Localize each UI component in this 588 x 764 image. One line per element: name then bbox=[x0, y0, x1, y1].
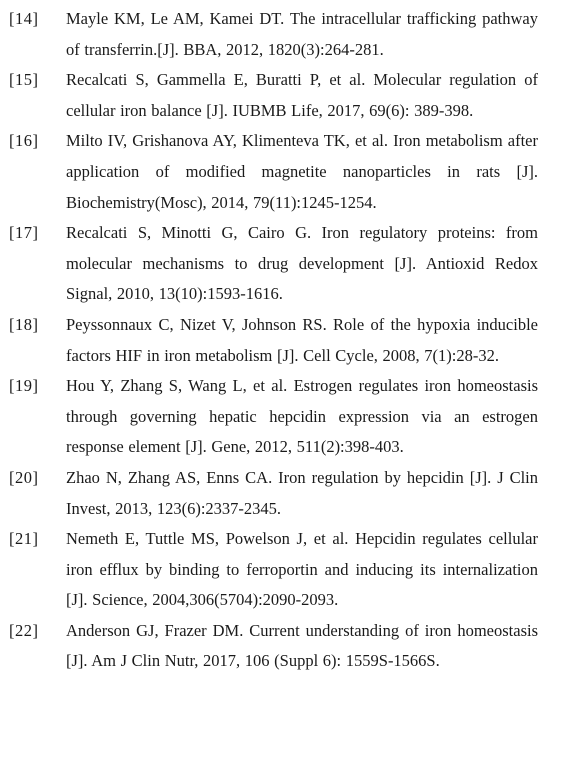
reference-number: [15] bbox=[9, 70, 39, 90]
reference-text: Peyssonnaux C, Nizet V, Johnson RS. Role of the hypoxia inducible factors HIF in iron metabolism [J]. Cell Cycle, 2008, 7(1):28-32. bbox=[66, 314, 538, 365]
reference-text: Recalcati S, Gammella E, Buratti P, et al. Molecular regulation of cellular iron balance [J]. IUBMB Life, 2017, 69(6): 389-398. bbox=[66, 70, 538, 120]
reference-text: Milto IV, Grishanova AY, Klimenteva TK, et al. Iron metabolism after application of modified magnetite nanoparticles in rats [J]. Biochemistry(Mosc), 2014, 79(11):1245-1254. bbox=[66, 131, 538, 212]
reference-item-21 bbox=[0, 524, 588, 616]
reference-text: Mayle KM, Le AM, Kamei DT. The intracellular trafficking pathway of transferrin.[J]. BBA, 2012, 1820(3):264-281. bbox=[66, 9, 538, 59]
reference-text: Nemeth E, Tuttle MS, Powelson J, et al. Hepcidin regulates cellular iron efflux by binding to ferroportin and inducing its internalization [J]. Science, 2004,306(5704):2090-2093. bbox=[66, 529, 538, 610]
reference-item-18 bbox=[0, 310, 588, 371]
reference-number: [20] bbox=[9, 467, 39, 487]
reference-text: Recalcati S, Minotti G, Cairo G. Iron regulatory proteins: from molecular mechanisms to drug development [J]. Antioxid Redox Signal, 2010, 13(10):1593-1616. bbox=[66, 223, 538, 304]
reference-number: [17] bbox=[9, 223, 39, 243]
reference-list bbox=[0, 4, 588, 677]
reference-item-20 bbox=[0, 463, 588, 524]
reference-item-17 bbox=[0, 218, 588, 310]
reference-number: [21] bbox=[9, 529, 39, 549]
reference-item-14 bbox=[0, 4, 588, 65]
reference-item-15 bbox=[0, 65, 588, 126]
reference-text: Hou Y, Zhang S, Wang L, et al. Estrogen regulates iron homeostasis through governing hepatic hepcidin expression via an estrogen response element [J]. Gene, 2012, 511(2):398-403. bbox=[66, 376, 538, 457]
reference-text: Zhao N, Zhang AS, Enns CA. Iron regulation by hepcidin [J]. J Clin Invest, 2013, 123(6):2337-2345. bbox=[66, 467, 538, 518]
reference-number: [14] bbox=[9, 9, 39, 28]
reference-number: [19] bbox=[9, 376, 39, 396]
reference-item-19 bbox=[0, 371, 588, 463]
reference-number: [16] bbox=[9, 131, 39, 151]
reference-item-16 bbox=[0, 126, 588, 218]
reference-item-22 bbox=[0, 616, 588, 677]
reference-text: Anderson GJ, Frazer DM. Current understanding of iron homeostasis [J]. Am J Clin Nutr, 2017, 106 (Suppl 6): 1559S-1566S. bbox=[66, 620, 538, 671]
reference-number: [22] bbox=[9, 620, 39, 640]
reference-number: [18] bbox=[9, 314, 39, 334]
